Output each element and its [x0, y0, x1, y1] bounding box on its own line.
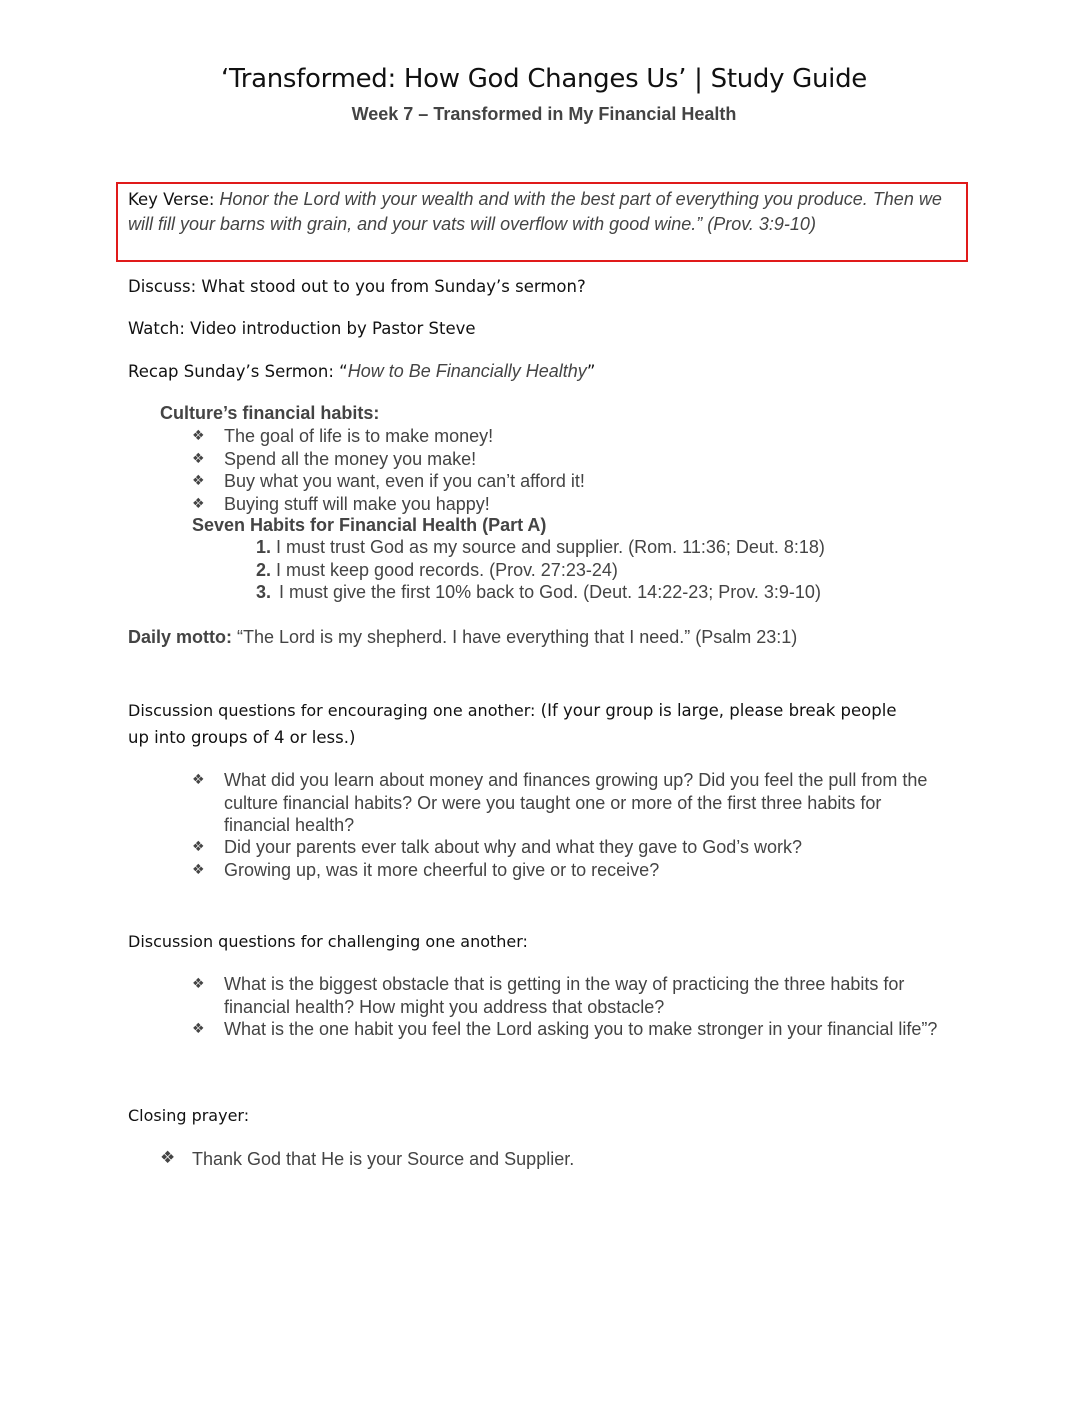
list-item: ❖ What is the biggest obstacle that is getting in the way of practicing the three habits for financial health? How might you address that obstacle?	[192, 974, 905, 1017]
list-item: ❖ Buying stuff will make you happy!	[192, 494, 490, 514]
list-item: ❖ What is the one habit you feel the Lord asking you to make stronger in your financial life”?	[192, 1019, 938, 1039]
recap-sermon-title: How to Be Financially Healthy	[347, 361, 587, 381]
bullet-icon: ❖	[192, 496, 205, 512]
encouraging-note: (If your group is large, please break people	[535, 701, 897, 720]
list-item: ❖ Spend all the money you make!	[192, 449, 477, 469]
challenging-heading: Discussion questions for challenging one another:	[128, 932, 528, 951]
daily-motto-text: “The Lord is my shepherd. I have everything that I need.” (Psalm 23:1)	[232, 627, 798, 647]
list-item: ❖ Did your parents ever talk about why and what they gave to God’s work?	[192, 837, 802, 857]
discuss-label: Discuss:	[128, 277, 197, 296]
culture-heading: Culture’s financial habits:	[160, 403, 380, 423]
bullet-icon: ❖	[192, 473, 205, 489]
bullet-icon: ❖	[160, 1148, 176, 1168]
bullet-icon: ❖	[192, 862, 205, 878]
encouraging-heading-line	[128, 700, 896, 721]
watch-label: Watch:	[128, 319, 185, 338]
discuss-text: What stood out to you from Sunday’s sermon?	[196, 277, 586, 296]
habit-item-3: 3. I must give the first 10% back to God. (Deut. 14:22-23; Prov. 3:9-10)	[256, 582, 821, 602]
habit-item-2: 2. I must keep good records. (Prov. 27:23-24)	[256, 560, 618, 580]
watch-text: Video introduction by Pastor Steve	[184, 319, 476, 338]
page-subtitle: Week 7 – Transformed in My Financial Health	[351, 104, 737, 124]
discuss-line	[128, 276, 586, 297]
encouraging-note-line2: up into groups of 4 or less.)	[128, 728, 356, 747]
bullet-icon: ❖	[192, 976, 205, 992]
seven-habits-heading: Seven Habits for Financial Health (Part A)	[192, 515, 547, 535]
habit-item-1: 1. I must trust God as my source and supplier. (Rom. 11:36; Deut. 8:18)	[256, 537, 825, 557]
list-item: ❖ Thank God that He is your Source and Supplier.	[160, 1148, 575, 1169]
daily-motto-label: Daily motto:	[128, 627, 233, 647]
recap-line	[128, 361, 595, 382]
list-item: ❖ Growing up, was it more cheerful to give or to receive?	[192, 860, 660, 880]
list-item: ❖ Buy what you want, even if you can’t afford it!	[192, 471, 585, 491]
key-verse-text: Honor the Lord with your wealth and with the best part of everything you produce. Then we will fill your barns with grain, and your vats will overflow with good wine.” (Prov. 3:9-10)	[128, 189, 942, 234]
bullet-icon: ❖	[192, 451, 205, 467]
encouraging-heading: Discussion questions for encouraging one another:	[128, 701, 536, 720]
key-verse-label: Key Verse:	[128, 190, 215, 209]
list-item: ❖ What did you learn about money and finances growing up? Did you feel the pull from the culture financial habits? Or were you taught one or more of the first three habits for financial health?	[192, 770, 928, 835]
recap-close-quote: ”	[586, 362, 596, 381]
daily-motto-line	[128, 627, 797, 648]
recap-open-quote: “	[333, 362, 348, 381]
bullet-icon: ❖	[192, 839, 205, 855]
list-item: ❖ The goal of life is to make money!	[192, 426, 494, 446]
bullet-icon: ❖	[192, 1021, 205, 1037]
closing-prayer-heading: Closing prayer:	[128, 1106, 250, 1125]
page-title: ‘Transformed: How God Changes Us’ | Study Guide	[221, 64, 867, 94]
recap-label: Recap Sunday’s Sermon:	[128, 362, 334, 381]
key-verse-box	[116, 182, 968, 262]
bullet-icon: ❖	[192, 428, 205, 444]
watch-line	[128, 318, 476, 339]
bullet-icon: ❖	[192, 772, 205, 788]
